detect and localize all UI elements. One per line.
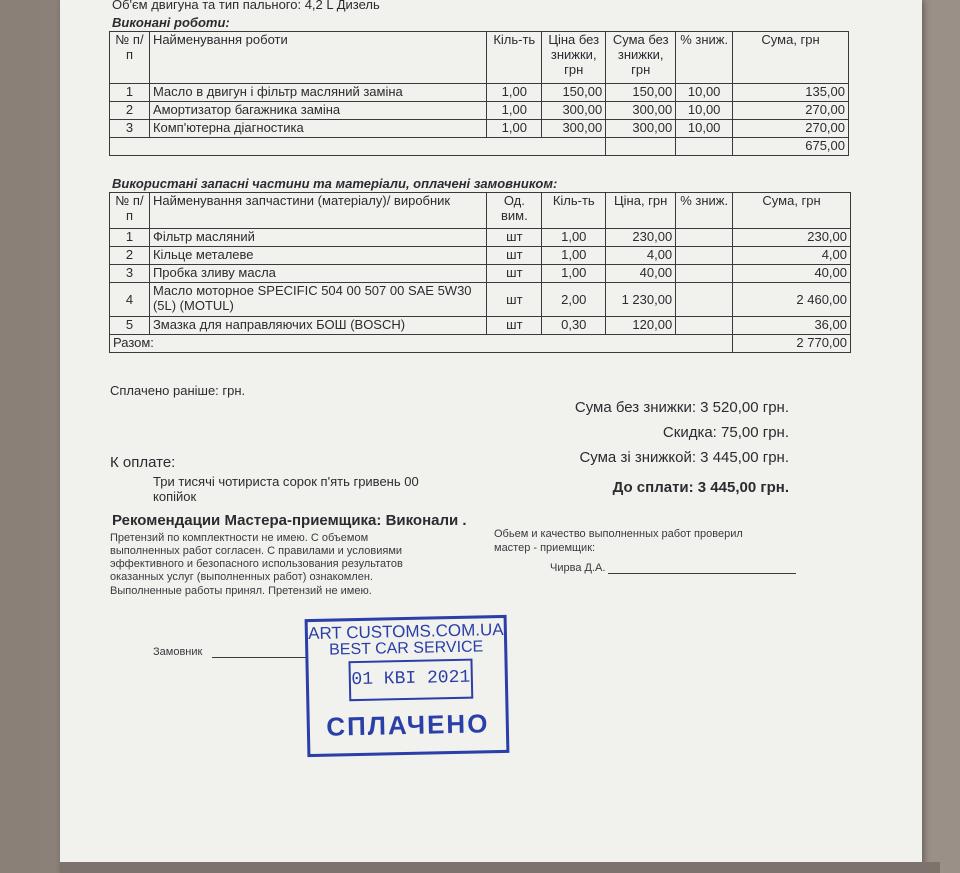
- cell: 40,00: [733, 265, 851, 283]
- note-line: мастер - приемщик:: [494, 542, 596, 554]
- table-row: [110, 120, 849, 138]
- cell: 3: [110, 265, 150, 283]
- cell: Змазка для направляючих БОШ (BOSCH): [149, 317, 486, 335]
- cell: 1: [110, 84, 150, 102]
- cell: 40,00: [606, 265, 676, 283]
- cell: 4: [110, 283, 150, 317]
- paid-stamp: [305, 615, 510, 757]
- works-header-name: Найменування роботи: [149, 32, 486, 84]
- customer-label: Замовник: [153, 646, 203, 658]
- cell: шт: [487, 247, 542, 265]
- recommendations: Рекомендации Мастера-приемщика: Виконали .: [112, 512, 467, 529]
- cell: 230,00: [606, 229, 676, 247]
- works-title: Виконані роботи:: [112, 15, 230, 30]
- parts-header-discount: % зниж.: [676, 193, 733, 229]
- discount: Скидка: 75,00 грн.: [662, 424, 789, 441]
- master-name: Чирва Д.А.: [550, 562, 606, 574]
- parts-header-sum: Сума, грн: [733, 193, 851, 229]
- parts-total-label: Разом:: [110, 335, 733, 353]
- table-row: [110, 283, 851, 317]
- paid-before: Сплачено раніше: грн.: [110, 383, 246, 398]
- to-pay-words: Три тисячі чотириста сорок п'ять гривень 00: [153, 474, 419, 489]
- to-pay-total: До сплати: 3 445,00 грн.: [612, 479, 789, 496]
- cell: [676, 265, 733, 283]
- cell: шт: [487, 317, 542, 335]
- cell: 5: [110, 317, 150, 335]
- works-header-discount: % зниж.: [676, 32, 733, 84]
- cell: [606, 138, 676, 156]
- to-pay-label: К оплате:: [110, 454, 176, 471]
- cell: [676, 317, 733, 335]
- table-row: [110, 265, 851, 283]
- table-row: [110, 84, 849, 102]
- cell: 36,00: [733, 317, 851, 335]
- cell: [676, 229, 733, 247]
- cell: 1 230,00: [606, 283, 676, 317]
- note-line: Выполненные работы принял. Претензий не имею.: [110, 585, 372, 597]
- cell: Пробка зливу масла: [149, 265, 486, 283]
- works-header-num: № п/п: [110, 32, 150, 84]
- cell: 120,00: [606, 317, 676, 335]
- cell: 2,00: [542, 283, 606, 317]
- cell: 10,00: [676, 102, 733, 120]
- parts-header-row: [110, 193, 851, 229]
- cell: 300,00: [606, 120, 676, 138]
- cell: 270,00: [733, 120, 849, 138]
- cell: 135,00: [733, 84, 849, 102]
- customer-signature-line: [212, 657, 308, 658]
- note-line: выполненных работ согласен. С правилами и условиями: [110, 545, 403, 557]
- cell: Комп'ютерна діагностика: [149, 120, 486, 138]
- cell: [676, 138, 733, 156]
- cell: Амортизатор багажника заміна: [149, 102, 486, 120]
- parts-total-row: [110, 335, 851, 353]
- sum-with-discount: Сума зі знижкой: 3 445,00 грн.: [579, 449, 789, 466]
- master-signature-line: [608, 573, 796, 574]
- stamp-line-2: BEST CAR SERVICE: [328, 638, 484, 659]
- works-header-sum: Сума, грн: [733, 32, 849, 84]
- cell: 1,00: [542, 229, 606, 247]
- cell: 10,00: [676, 84, 733, 102]
- works-total-row: [110, 138, 849, 156]
- parts-table: [109, 192, 851, 353]
- cell: 150,00: [606, 84, 676, 102]
- cell: 2: [110, 102, 150, 120]
- table-row: [110, 102, 849, 120]
- to-pay-words-cont: копійок: [153, 489, 197, 504]
- cell: Фільтр масляний: [149, 229, 486, 247]
- table-row: [110, 247, 851, 265]
- works-table: [109, 31, 849, 156]
- parts-header-price: Ціна, грн: [606, 193, 676, 229]
- cell: Масло моторное SPECIFIC 504 00 507 00 SAE 5W30 (5L) (MOTUL): [149, 283, 486, 317]
- cell: [676, 247, 733, 265]
- note-line: Претензий по комплектности не имею. С объемом: [110, 532, 369, 544]
- parts-header-unit: Од. вим.: [487, 193, 542, 229]
- cell: 1,00: [487, 84, 542, 102]
- cell: Кільце металеве: [149, 247, 486, 265]
- cell: [110, 138, 606, 156]
- cell: шт: [487, 229, 542, 247]
- table-row: [110, 229, 851, 247]
- works-total: 675,00: [733, 138, 849, 156]
- engine-line: Об'єм двигуна та тип пального: 4,2 L Дизель: [112, 0, 380, 12]
- cell: 1,00: [542, 247, 606, 265]
- cell: 1,00: [487, 120, 542, 138]
- background-surface: [60, 862, 940, 873]
- cell: 230,00: [733, 229, 851, 247]
- note-line: оказанных услуг (выполненных работ) ознакомлен.: [110, 571, 373, 583]
- cell: 150,00: [542, 84, 606, 102]
- parts-total: 2 770,00: [733, 335, 851, 353]
- cell: 4,00: [733, 247, 851, 265]
- cell: Масло в двигун і фільтр масляний заміна: [149, 84, 486, 102]
- cell: 3: [110, 120, 150, 138]
- stamp-status: СПЛАЧЕНО: [325, 708, 490, 742]
- works-header-sum-no-discount: Сума без знижки, грн: [606, 32, 676, 84]
- cell: [676, 283, 733, 317]
- cell: 1,00: [542, 265, 606, 283]
- works-header-row: [110, 32, 849, 84]
- parts-title: Використані запасні частини та матеріали, оплачені замовником:: [112, 176, 558, 191]
- cell: 1,00: [487, 102, 542, 120]
- cell: 2 460,00: [733, 283, 851, 317]
- cell: 0,30: [542, 317, 606, 335]
- stamp-date: 01 КВІ 2021: [348, 659, 473, 702]
- cell: шт: [487, 265, 542, 283]
- cell: 300,00: [542, 120, 606, 138]
- table-row: [110, 317, 851, 335]
- cell: 300,00: [542, 102, 606, 120]
- cell: 2: [110, 247, 150, 265]
- parts-header-name: Найменування запчастини (матеріалу)/ виробник: [149, 193, 486, 229]
- parts-header-qty: Кіль-ть: [542, 193, 606, 229]
- cell: 300,00: [606, 102, 676, 120]
- cell: шт: [487, 283, 542, 317]
- works-header-price: Ціна без знижки, грн: [542, 32, 606, 84]
- parts-header-num: № п/п: [110, 193, 150, 229]
- sum-no-discount: Сума без знижки: 3 520,00 грн.: [574, 399, 789, 416]
- cell: 270,00: [733, 102, 849, 120]
- cell: 10,00: [676, 120, 733, 138]
- note-line: эффективного и безопасного использования результатов: [110, 558, 403, 570]
- cell: 1: [110, 229, 150, 247]
- cell: 4,00: [606, 247, 676, 265]
- works-header-qty: Кіль-ть: [487, 32, 542, 84]
- note-line: Обьем и качество выполненных работ проверил: [494, 528, 743, 540]
- stamp-line-1: ART CUSTOMS.COM.UA: [307, 619, 504, 644]
